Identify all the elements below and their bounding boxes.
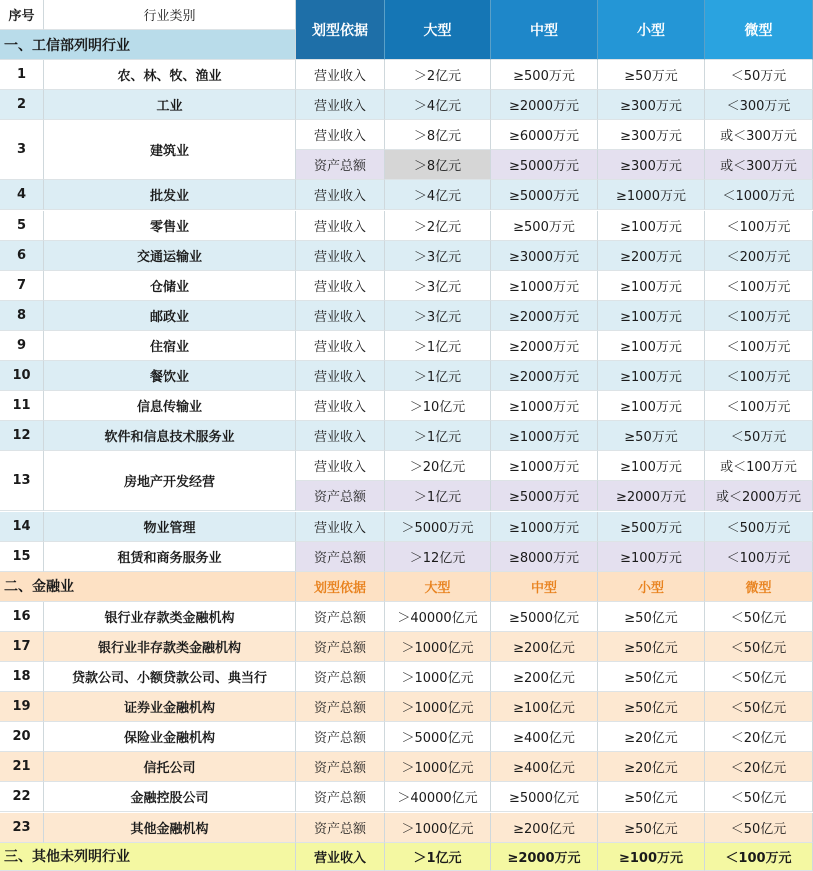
criteria-large: ＞5000万元 — [385, 512, 491, 542]
criteria-micro: ＜1000万元 — [705, 180, 813, 210]
criteria-micro: ＜50万元 — [705, 60, 813, 90]
criteria-small: ≥50亿元 — [598, 782, 705, 812]
row-seq: 19 — [0, 692, 44, 722]
criteria-large: ＞10亿元 — [385, 391, 491, 421]
criteria-basis: 营业收入 — [296, 90, 385, 120]
criteria-micro: ＜200万元 — [705, 241, 813, 271]
criteria-medium: ≥400亿元 — [491, 722, 598, 752]
criteria-micro: ＜50万元 — [705, 421, 813, 451]
criteria-micro: ＜100万元 — [705, 271, 813, 301]
row-industry-name: 保险业金融机构 — [44, 722, 296, 752]
header-small: 小型 — [598, 0, 705, 60]
row-seq: 1 — [0, 60, 44, 90]
criteria-small: ≥50亿元 — [598, 692, 705, 722]
section-title-finance: 二、金融业 — [0, 572, 296, 602]
finance-header-large: 大型 — [385, 572, 491, 602]
criteria-micro: 或＜2000万元 — [705, 481, 813, 511]
criteria-basis: 营业收入 — [296, 120, 385, 150]
other-criteria-large: ＞1亿元 — [385, 843, 491, 871]
criteria-medium: ≥2000万元 — [491, 331, 598, 361]
criteria-large: ＞1亿元 — [385, 481, 491, 511]
criteria-medium: ≥3000万元 — [491, 241, 598, 271]
criteria-medium: ≥6000万元 — [491, 120, 598, 150]
criteria-micro: ＜50亿元 — [705, 602, 813, 632]
criteria-small: ≥100万元 — [598, 542, 705, 572]
row-seq: 22 — [0, 782, 44, 812]
finance-header-micro: 微型 — [705, 572, 813, 602]
row-industry-name: 农、林、牧、渔业 — [44, 60, 296, 90]
criteria-micro: ＜50亿元 — [705, 632, 813, 662]
criteria-small: ≥100万元 — [598, 301, 705, 331]
other-criteria-basis: 营业收入 — [296, 843, 385, 871]
criteria-basis: 营业收入 — [296, 361, 385, 391]
criteria-micro: ＜50亿元 — [705, 662, 813, 692]
row-seq: 23 — [0, 813, 44, 843]
criteria-medium: ≥5000万元 — [491, 180, 598, 210]
criteria-medium: ≥500万元 — [491, 60, 598, 90]
row-industry-name: 信托公司 — [44, 752, 296, 782]
criteria-small: ≥100万元 — [598, 211, 705, 241]
row-seq: 9 — [0, 331, 44, 361]
row-seq: 11 — [0, 391, 44, 421]
row-seq: 21 — [0, 752, 44, 782]
criteria-medium: ≥5000万元 — [491, 481, 598, 511]
criteria-basis: 资产总额 — [296, 782, 385, 812]
row-seq: 16 — [0, 602, 44, 632]
row-industry-name: 金融控股公司 — [44, 782, 296, 812]
criteria-medium: ≥1000万元 — [491, 391, 598, 421]
criteria-large: ＞1000亿元 — [385, 662, 491, 692]
row-seq: 6 — [0, 241, 44, 271]
criteria-medium: ≥1000万元 — [491, 271, 598, 301]
criteria-medium: ≥8000万元 — [491, 542, 598, 572]
criteria-small: ≥300万元 — [598, 90, 705, 120]
criteria-large: ＞1000亿元 — [385, 632, 491, 662]
criteria-basis: 营业收入 — [296, 421, 385, 451]
criteria-large: ＞1亿元 — [385, 331, 491, 361]
criteria-small: ≥100万元 — [598, 361, 705, 391]
criteria-small: ≥2000万元 — [598, 481, 705, 511]
row-seq: 3 — [0, 120, 44, 180]
row-industry-name: 软件和信息技术服务业 — [44, 421, 296, 451]
criteria-micro: ＜20亿元 — [705, 752, 813, 782]
criteria-micro: ＜50亿元 — [705, 813, 813, 843]
row-industry-name: 其他金融机构 — [44, 813, 296, 843]
criteria-medium: ≥5000亿元 — [491, 782, 598, 812]
criteria-large: ＞8亿元 — [385, 120, 491, 150]
header-large: 大型 — [385, 0, 491, 60]
header-medium: 中型 — [491, 0, 598, 60]
criteria-small: ≥50亿元 — [598, 662, 705, 692]
row-industry-name: 交通运输业 — [44, 241, 296, 271]
row-industry-name: 房地产开发经营 — [44, 451, 296, 511]
row-industry-name: 租赁和商务服务业 — [44, 542, 296, 572]
criteria-large: ＞2亿元 — [385, 60, 491, 90]
criteria-basis: 资产总额 — [296, 722, 385, 752]
criteria-large: ＞40000亿元 — [385, 602, 491, 632]
criteria-large: ＞12亿元 — [385, 542, 491, 572]
section-title-other: 三、其他未列明行业 — [0, 843, 296, 871]
criteria-medium: ≥5000万元 — [491, 150, 598, 180]
criteria-small: ≥1000万元 — [598, 180, 705, 210]
row-industry-name: 物业管理 — [44, 512, 296, 542]
header-basis: 划型依据 — [296, 0, 385, 60]
criteria-small: ≥50亿元 — [598, 632, 705, 662]
criteria-micro: ＜100万元 — [705, 331, 813, 361]
criteria-large: ＞1000亿元 — [385, 692, 491, 722]
criteria-large: ＞1000亿元 — [385, 752, 491, 782]
row-industry-name: 信息传输业 — [44, 391, 296, 421]
row-industry-name: 餐饮业 — [44, 361, 296, 391]
other-criteria-medium: ≥2000万元 — [491, 843, 598, 871]
criteria-micro: 或＜100万元 — [705, 451, 813, 481]
criteria-large: ＞3亿元 — [385, 301, 491, 331]
row-industry-name: 银行业非存款类金融机构 — [44, 632, 296, 662]
row-seq: 14 — [0, 512, 44, 542]
section-title-gongxinbu: 一、工信部列明行业 — [0, 30, 296, 60]
row-industry-name: 贷款公司、小额贷款公司、典当行 — [44, 662, 296, 692]
criteria-small: ≥100万元 — [598, 451, 705, 481]
criteria-large: ＞1亿元 — [385, 421, 491, 451]
criteria-small: ≥500万元 — [598, 512, 705, 542]
criteria-large: ＞4亿元 — [385, 90, 491, 120]
criteria-basis: 资产总额 — [296, 150, 385, 180]
criteria-large: ＞4亿元 — [385, 180, 491, 210]
row-seq: 2 — [0, 90, 44, 120]
row-seq: 15 — [0, 542, 44, 572]
criteria-micro: 或＜300万元 — [705, 120, 813, 150]
criteria-basis: 资产总额 — [296, 662, 385, 692]
criteria-basis: 资产总额 — [296, 752, 385, 782]
row-seq: 4 — [0, 180, 44, 210]
criteria-basis: 营业收入 — [296, 331, 385, 361]
row-seq: 20 — [0, 722, 44, 752]
criteria-small: ≥300万元 — [598, 120, 705, 150]
criteria-small: ≥300万元 — [598, 150, 705, 180]
criteria-basis: 营业收入 — [296, 451, 385, 481]
row-industry-name: 证券业金融机构 — [44, 692, 296, 722]
criteria-micro: ＜100万元 — [705, 361, 813, 391]
header-category: 行业类别 — [44, 0, 296, 30]
criteria-micro: ＜100万元 — [705, 211, 813, 241]
criteria-micro: ＜100万元 — [705, 542, 813, 572]
header-seq: 序号 — [0, 0, 44, 30]
row-industry-name: 批发业 — [44, 180, 296, 210]
header-micro: 微型 — [705, 0, 813, 60]
criteria-medium: ≥2000万元 — [491, 301, 598, 331]
criteria-large: ＞20亿元 — [385, 451, 491, 481]
criteria-basis: 营业收入 — [296, 512, 385, 542]
other-criteria-micro: ＜100万元 — [705, 843, 813, 871]
criteria-medium: ≥100亿元 — [491, 692, 598, 722]
criteria-small: ≥200万元 — [598, 241, 705, 271]
criteria-small: ≥100万元 — [598, 331, 705, 361]
row-seq: 8 — [0, 301, 44, 331]
criteria-medium: ≥1000万元 — [491, 451, 598, 481]
criteria-medium: ≥2000万元 — [491, 361, 598, 391]
criteria-small: ≥100万元 — [598, 271, 705, 301]
criteria-small: ≥50万元 — [598, 60, 705, 90]
criteria-basis: 资产总额 — [296, 602, 385, 632]
criteria-basis: 营业收入 — [296, 211, 385, 241]
criteria-large: ＞1亿元 — [385, 361, 491, 391]
row-seq: 10 — [0, 361, 44, 391]
criteria-micro: ＜20亿元 — [705, 722, 813, 752]
criteria-medium: ≥5000亿元 — [491, 602, 598, 632]
criteria-small: ≥50亿元 — [598, 813, 705, 843]
criteria-large: ＞3亿元 — [385, 241, 491, 271]
criteria-medium: ≥400亿元 — [491, 752, 598, 782]
row-seq: 13 — [0, 451, 44, 511]
criteria-medium: ≥2000万元 — [491, 90, 598, 120]
criteria-medium: ≥200亿元 — [491, 662, 598, 692]
criteria-micro: ＜100万元 — [705, 391, 813, 421]
criteria-large: ＞8亿元 — [385, 150, 491, 180]
row-industry-name: 仓储业 — [44, 271, 296, 301]
criteria-basis: 资产总额 — [296, 692, 385, 722]
criteria-micro: ＜50亿元 — [705, 782, 813, 812]
criteria-medium: ≥1000万元 — [491, 421, 598, 451]
row-industry-name: 零售业 — [44, 211, 296, 241]
criteria-basis: 资产总额 — [296, 481, 385, 511]
criteria-medium: ≥200亿元 — [491, 813, 598, 843]
row-seq: 7 — [0, 271, 44, 301]
criteria-small: ≥50亿元 — [598, 602, 705, 632]
criteria-micro: ＜50亿元 — [705, 692, 813, 722]
finance-header-small: 小型 — [598, 572, 705, 602]
criteria-micro: ＜100万元 — [705, 301, 813, 331]
row-industry-name: 建筑业 — [44, 120, 296, 180]
criteria-basis: 营业收入 — [296, 271, 385, 301]
row-seq: 17 — [0, 632, 44, 662]
criteria-large: ＞40000亿元 — [385, 782, 491, 812]
criteria-basis: 营业收入 — [296, 60, 385, 90]
criteria-small: ≥100万元 — [598, 391, 705, 421]
criteria-medium: ≥1000万元 — [491, 512, 598, 542]
criteria-basis: 营业收入 — [296, 391, 385, 421]
row-seq: 12 — [0, 421, 44, 451]
criteria-small: ≥20亿元 — [598, 722, 705, 752]
criteria-large: ＞1000亿元 — [385, 813, 491, 843]
finance-header-basis: 划型依据 — [296, 572, 385, 602]
criteria-large: ＞5000亿元 — [385, 722, 491, 752]
row-seq: 18 — [0, 662, 44, 692]
criteria-micro: 或＜300万元 — [705, 150, 813, 180]
criteria-small: ≥50万元 — [598, 421, 705, 451]
criteria-micro: ＜500万元 — [705, 512, 813, 542]
row-industry-name: 银行业存款类金融机构 — [44, 602, 296, 632]
criteria-large: ＞2亿元 — [385, 211, 491, 241]
criteria-basis: 营业收入 — [296, 301, 385, 331]
criteria-large: ＞3亿元 — [385, 271, 491, 301]
criteria-small: ≥20亿元 — [598, 752, 705, 782]
finance-header-medium: 中型 — [491, 572, 598, 602]
criteria-basis: 资产总额 — [296, 632, 385, 662]
other-criteria-small: ≥100万元 — [598, 843, 705, 871]
criteria-medium: ≥200亿元 — [491, 632, 598, 662]
criteria-medium: ≥500万元 — [491, 211, 598, 241]
row-industry-name: 邮政业 — [44, 301, 296, 331]
row-seq: 5 — [0, 211, 44, 241]
criteria-basis: 资产总额 — [296, 542, 385, 572]
criteria-basis: 资产总额 — [296, 813, 385, 843]
row-industry-name: 住宿业 — [44, 331, 296, 361]
criteria-basis: 营业收入 — [296, 241, 385, 271]
criteria-micro: ＜300万元 — [705, 90, 813, 120]
row-industry-name: 工业 — [44, 90, 296, 120]
criteria-basis: 营业收入 — [296, 180, 385, 210]
